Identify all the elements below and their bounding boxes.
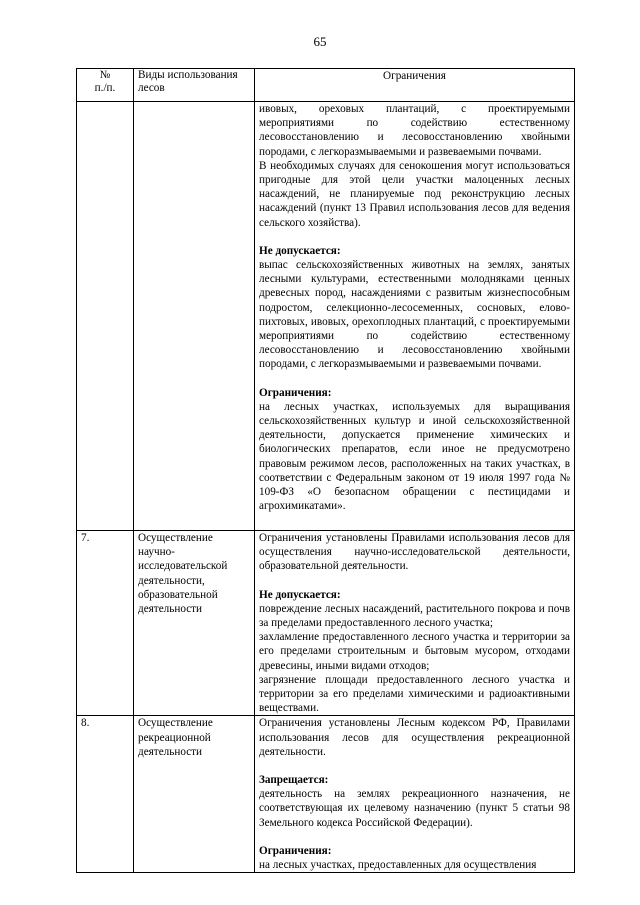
paragraph-gap	[259, 230, 570, 244]
section-heading: Ограничения:	[259, 386, 332, 399]
header-restrictions	[255, 69, 575, 102]
usage-type-cell	[134, 716, 255, 873]
restriction-paragraph: Ограничения установлены Правилами использования лесов для осуществления научно-исследовательской деятельности, образовательной деятельности.	[259, 532, 570, 573]
header-number	[77, 69, 134, 102]
restrictions-cell	[255, 531, 575, 716]
restriction-paragraph: Ограничения установлены Лесным кодексом РФ, Правилами использования лесов для осуществления рекреационной деятельности.	[259, 717, 570, 758]
page-number: 65	[313, 34, 327, 49]
table-row	[77, 531, 575, 716]
restriction-paragraph: на лесных участках, предоставленных для осуществления	[259, 859, 537, 872]
header-restrictions-text: Ограничения	[383, 70, 446, 82]
paragraph-gap	[259, 372, 570, 386]
section-heading: Ограничения:	[259, 844, 332, 857]
header-usage-type-text: Виды использования лесов	[138, 69, 238, 94]
table-header-row	[77, 69, 575, 102]
restrictions-cell	[255, 102, 575, 531]
header-number-text: № п./п.	[94, 69, 116, 94]
row-number-cell	[77, 716, 134, 873]
restriction-paragraph: выпас сельскохозяйственных животных на землях, занятых лесными культурами, естественными молодняками ценных древесных пород, насаждениями с развитым жизнеспособным подростом, селекционно-лесосеменных, сосновых, елово-пихтовых, ивовых, орехоплодных плантаций, с проектируемыми мероприятиями по содействию естественному лесовосстановлению и лесовосстановлению хвойными породами, с легкоразмываемыми и развеваемыми почвами.	[259, 259, 570, 371]
row-number-cell	[77, 531, 134, 716]
row-number-cell	[77, 102, 134, 531]
usage-type: Осуществление научно-исследовательской деятельности, образовательной деятельности	[138, 532, 228, 616]
usage-type-cell	[134, 531, 255, 716]
row-number: 7.	[81, 532, 90, 544]
paragraph-gap	[259, 574, 570, 588]
section-heading: Не допускается:	[259, 588, 341, 601]
restrictions-table	[76, 68, 575, 873]
table-row	[77, 716, 575, 873]
table-row	[77, 102, 575, 531]
restrictions-cell	[255, 716, 575, 873]
section-heading: Запрещается:	[259, 774, 329, 787]
paragraph-gap	[259, 759, 570, 773]
usage-type-cell	[134, 102, 255, 531]
restriction-paragraph: ивовых, ореховых плантаций, с проектируемыми мероприятиями по содействию естественному лесовосстановлению и лесовосстановлению хвойными породами, с легкоразмываемыми и развеваемыми почвами.	[259, 103, 570, 158]
restriction-paragraph: на лесных участках, используемых для выращивания сельскохозяйственных культур и иной сельскохозяйственной деятельности, допускается применение химических и биологических препаратов, если иное не предусмотрено правовым режимом лесов, расположенных на таких участках, в соответствии с Федеральным законом от 19 июля 1997 года № 109-ФЗ «О безопасном обращении с пестицидами и агрохимикатами».	[259, 400, 570, 513]
restriction-paragraph: захламление предоставленного лесного участка и территории за его пределами строительным и бытовым мусором, отходами древесины, иными видами отходов;	[259, 631, 570, 672]
restriction-paragraph: повреждение лесных насаждений, растительного покрова и почв за пределами предоставленного лесного участка;	[259, 602, 570, 630]
header-usage-type	[134, 69, 255, 102]
restriction-paragraph: загрязнение площади предоставленного лесного участка и территории за его пределами химическими и радиоактивными веществами.	[259, 673, 570, 715]
row-number: 8.	[81, 717, 90, 730]
section-heading: Не допускается:	[259, 244, 341, 257]
paragraph-gap	[259, 830, 570, 844]
restriction-paragraph: В необходимых случаях для сенокошения могут использоваться пригодные для этой цели участки малоценных лесных насаждений, не планируемые под реконструкцию лесных насаждений (пункт 13 Правил использования лесов для ведения сельского хозяйства).	[259, 159, 570, 229]
usage-type: Осуществление рекреационной деятельности	[138, 717, 213, 758]
restriction-paragraph: деятельность на землях рекреационного назначения, не соответствующая их целевому назначению (пункт 5 статьи 98 Земельного кодекса Российской Федерации).	[259, 788, 570, 829]
